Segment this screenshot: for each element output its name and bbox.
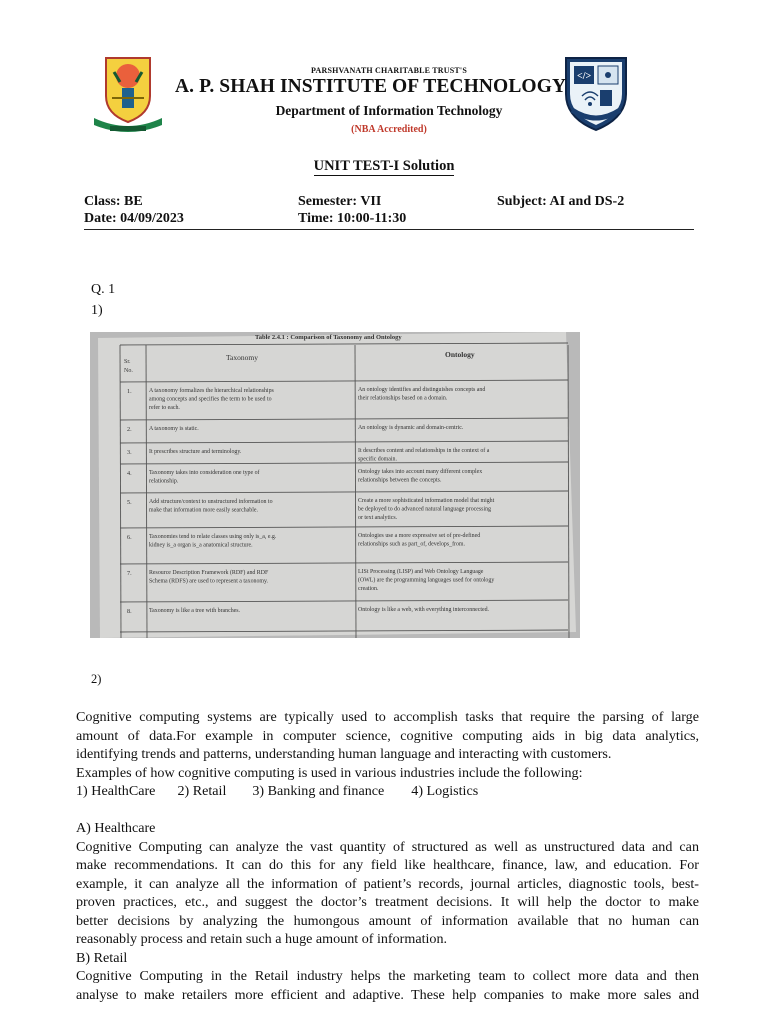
text-line: Cognitive Computing in the Retail industry helps the marketing team to collect more data and then — [76, 968, 699, 984]
table-cell-ontology: Ontologies use a more expressive set of pre-defined — [358, 533, 481, 539]
table-cell-taxonomy: It prescribes structure and terminology. — [149, 449, 242, 455]
table-cell-ontology: relationships between the concepts. — [358, 477, 442, 484]
paper-sheet — [98, 332, 576, 638]
table-cell-ontology: It describes content and relationships in the context of a — [358, 448, 490, 454]
table-header-cell: Sr. — [124, 359, 131, 365]
retail-paragraph — [76, 967, 699, 1004]
table-cell-ontology: Ontology is like a web, with everything interconnected. — [358, 607, 490, 613]
text-line: make recommendations. It can do this for any field like healthcare, finance, law, and education. For — [76, 857, 699, 873]
comparison-table-photo — [90, 332, 580, 638]
table-cell-taxonomy: A taxonomy is static. — [149, 426, 199, 432]
table-cell-taxonomy: relationship. — [149, 478, 179, 485]
table-cell-taxonomy: refer to each. — [149, 405, 180, 412]
text-line: Examples of how cognitive computing is used in various industries include the following: — [76, 764, 583, 781]
table-header-cell: Ontology — [445, 350, 475, 359]
text-line: proven practices, etc., and suggest the doctor’s treatment decisions. It will help the doctor to make — [76, 894, 699, 910]
text-line: amount of data.For example in computer science, cognitive computing aids in big data analytics, — [76, 727, 699, 744]
subquestion-2-label: 2) — [91, 672, 102, 686]
text-line: Cognitive computing systems are typically used to accomplish tasks that require the parsing of large — [76, 709, 699, 725]
department-name: Department of Information Technology — [275, 103, 503, 118]
table-cell-ontology: be deployed to do advanced natural language processing — [358, 506, 491, 513]
table-cell-ontology: (OWL) are the programming languages used for ontology — [358, 577, 495, 584]
industry-item: 3) Banking and finance — [252, 783, 385, 799]
table-caption: Table 2.4.1 : Comparison of Taxonomy and Ontology — [255, 334, 402, 341]
svg-text:</>: </> — [577, 71, 592, 82]
table-cell-taxonomy: Add structure/context to unstructured information to — [149, 499, 273, 505]
intro-paragraph — [76, 708, 699, 782]
time-field: Time: 10:00-11:30 — [298, 211, 407, 226]
industry-item: 4) Logistics — [411, 783, 479, 799]
text-line: identifying trends and patterns, understanding human language and interacting with customers. — [76, 746, 612, 762]
table-header-cell: Taxonomy — [226, 353, 258, 362]
semester-field: Semester: VII — [298, 194, 382, 209]
text-line: reasonably process and retain such a huge amount of information. — [76, 931, 448, 947]
date-field: Date: 04/09/2023 — [84, 211, 184, 226]
accreditation-note: (NBA Accredited) — [351, 124, 427, 135]
table-cell-taxonomy: among concepts and specifies the term to be used to — [149, 396, 272, 403]
table-cell-ontology: An ontology identifies and distinguishes concepts and — [358, 387, 486, 393]
subquestion-1-label: 1) — [91, 303, 103, 318]
industry-list — [76, 782, 699, 801]
table-cell-taxonomy: Taxonomies tend to relate classes using only is_a, e.g. — [149, 534, 277, 540]
table-cell-number: 2. — [127, 426, 132, 433]
table-cell-taxonomy: Resource Description Framework (RDF) and RDF — [149, 570, 269, 576]
institute-crest-logo — [92, 52, 164, 132]
text-line: example, it can analyze all the information of patient’s records, journal articles, diagnostic tools, best- — [76, 875, 699, 892]
table-cell-taxonomy: Taxonomy is like a tree with branches. — [149, 608, 241, 614]
trust-name: PARSHVANATH CHARITABLE TRUST'S — [311, 66, 467, 75]
table-cell-ontology: LISt Processing (LISP) and Web Ontology Language — [358, 569, 484, 575]
table-cell-ontology: or text analytics. — [358, 515, 398, 522]
answer-2-body — [76, 708, 699, 1004]
table-cell-taxonomy: Taxonomy takes into consideration one type of — [149, 470, 260, 476]
text-line: analyse to make retailers more efficient and adaptive. These help companies to make more sales and — [76, 986, 699, 1003]
question-label: Q. 1 — [91, 282, 116, 297]
table-cell-taxonomy: A taxonomy formalizes the hierarchical relationships — [149, 388, 274, 394]
table-cell-ontology: specific domain. — [358, 456, 397, 463]
retail-heading: B) Retail — [76, 949, 128, 966]
table-cell-ontology: Create a more sophisticated information model that might — [358, 498, 495, 504]
healthcare-heading: A) Healthcare — [76, 820, 156, 836]
table-cell-ontology: their relationships based on a domain. — [358, 395, 448, 402]
table-header-cell: No. — [124, 368, 133, 374]
table-cell-number: 3. — [127, 449, 132, 456]
text-line: better decisions by analyzing the humongous amount of information available that no human can — [76, 912, 699, 929]
table-cell-taxonomy: make that information more easily searchable. — [149, 507, 258, 514]
table-cell-taxonomy: kidney is_a organ is_a anatomical structure. — [149, 542, 253, 549]
header-divider — [84, 229, 694, 230]
it-department-shield-logo — [560, 52, 632, 132]
industry-item: 1) HealthCare — [76, 783, 156, 799]
institute-name: A. P. SHAH INSTITUTE OF TECHNOLOGY — [175, 76, 567, 97]
table-cell-number: 1. — [127, 388, 132, 395]
healthcare-paragraph — [76, 838, 699, 949]
table-cell-number: 6. — [127, 534, 132, 541]
table-cell-number: 8. — [127, 608, 132, 615]
class-field: Class: BE — [84, 194, 143, 209]
table-cell-number: 4. — [127, 470, 132, 477]
document-title: UNIT TEST-I Solution — [313, 158, 455, 174]
table-cell-ontology: Ontology takes into account many different complex — [358, 469, 483, 475]
table-cell-number: 5. — [127, 499, 132, 506]
industry-item: 2) Retail — [177, 783, 227, 799]
text-line: Cognitive Computing can analyze the vast quantity of structured as well as unstructured data and can — [76, 838, 699, 855]
table-cell-number: 7. — [127, 570, 132, 577]
table-cell-ontology: relationships such as part_of, develops_from. — [358, 541, 465, 548]
table-cell-taxonomy: Schema (RDFS) are used to represent a taxonomy. — [149, 578, 269, 585]
subject-field: Subject: AI and DS-2 — [497, 194, 625, 209]
table-cell-ontology: creation. — [358, 586, 379, 593]
table-cell-ontology: An ontology is dynamic and domain-centric. — [358, 425, 464, 431]
